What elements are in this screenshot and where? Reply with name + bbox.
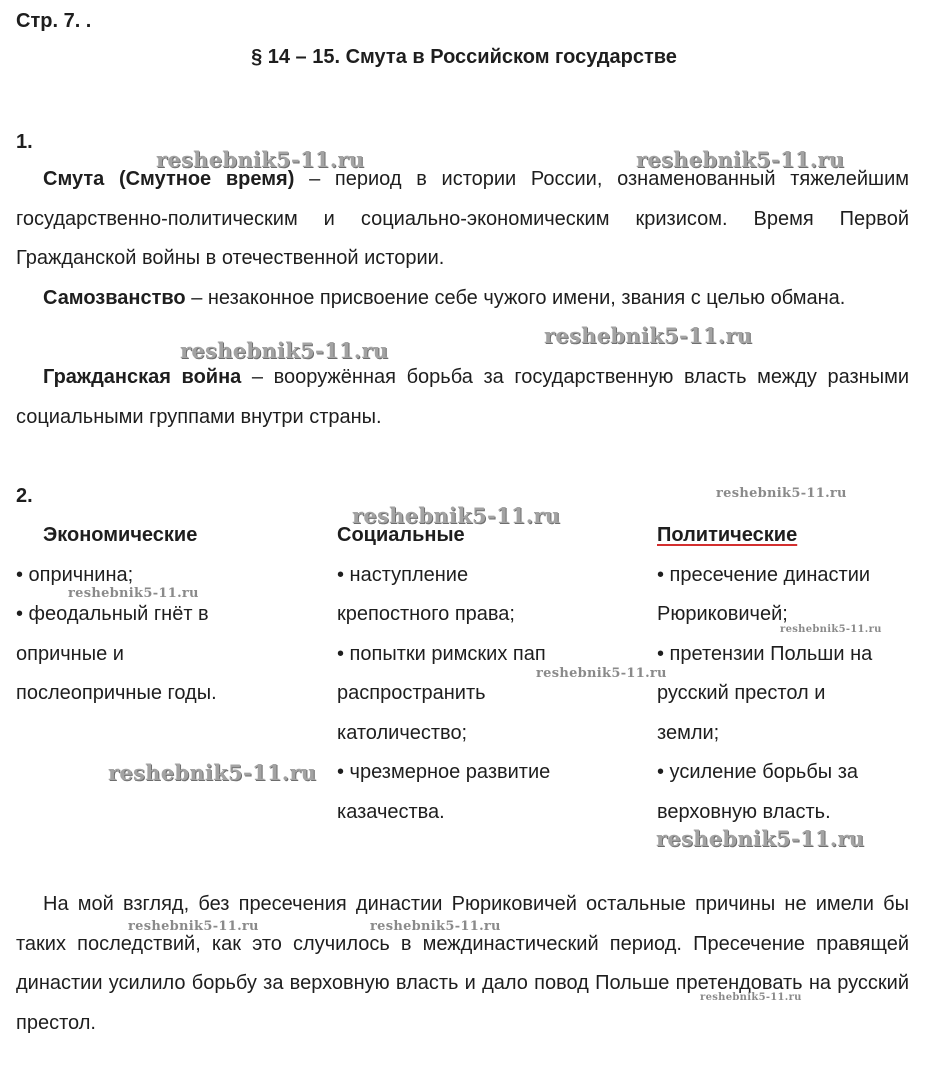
watermark: reshebnik5-11.ru xyxy=(370,919,501,934)
definition-smuta-text: – период в истории России, ознаменованный тяжелейшим государственно-политическим и социально-экономическим кризисом. Время Первой Гражданской войны в отечественной истории. xyxy=(16,168,909,269)
definition-civil-war-text: – вооружённая борьба за государственную власть между разными социальными группами внутри страны. xyxy=(16,366,909,428)
list-item: католичество; xyxy=(337,721,468,744)
task-2-number: 2. xyxy=(16,485,33,507)
section-title: § 14 – 15. Смута в Российском государстве xyxy=(251,46,677,68)
list-item: послеопричные годы. xyxy=(16,682,217,704)
watermark: reshebnik5-11.ru xyxy=(656,826,865,851)
definition-civil-war xyxy=(16,358,909,437)
list-item: казачества. xyxy=(337,800,445,823)
list-item: Рюриковичей; xyxy=(657,603,788,625)
conclusion-paragraph xyxy=(16,885,909,1043)
term-civil-war: Гражданская война xyxy=(43,366,242,388)
conclusion-text: На мой взгляд, без пресечения династии Рюриковичей остальные причины не имели бы таких последствий, как это случилось в междинастический период. Пресечение правящей династии усилило борьбу за верховную власть и дало повод Польше претендовать на русский престол. xyxy=(16,893,909,1034)
list-item: русский престол и xyxy=(657,682,826,704)
watermark: reshebnik5-11.ru xyxy=(716,486,847,501)
watermark: reshebnik5-11.ru xyxy=(536,666,667,681)
watermark: reshebnik5-11.ru xyxy=(352,503,561,528)
list-item: • пресечение династии xyxy=(657,563,871,586)
watermark: reshebnik5-11.ru xyxy=(700,992,802,1003)
list-item: крепостного права; xyxy=(337,603,515,625)
definition-samozvanstvo xyxy=(16,279,909,319)
watermark: reshebnik5-11.ru xyxy=(128,919,259,934)
list-item: • наступление xyxy=(337,563,469,586)
column-political-heading: Политические xyxy=(657,524,798,546)
list-item: • попытки римских пап xyxy=(337,642,546,665)
list-item: земли; xyxy=(657,721,720,744)
list-item: • усиление борьбы за xyxy=(657,761,858,783)
column-social-heading: Социальные xyxy=(337,524,465,546)
term-smuta: Смута (Смутное время) xyxy=(43,168,295,190)
list-item: • чрезмерное развитие xyxy=(337,761,551,783)
watermark: reshebnik5-11.ru xyxy=(156,147,365,172)
column-economic-heading: Экономические xyxy=(43,524,198,546)
list-item: • претензии Польши на xyxy=(657,642,873,665)
page-number: Стр. 7. . xyxy=(16,10,92,32)
column-economic xyxy=(16,516,316,714)
watermark: reshebnik5-11.ru xyxy=(636,147,845,172)
task-1-number: 1. xyxy=(16,131,33,153)
definition-samozvanstvo-text: – незаконное присвоение себе чужого имени, звания с целью обмана. xyxy=(185,287,846,309)
list-item: верховную власть. xyxy=(657,800,831,823)
column-political xyxy=(657,516,917,832)
watermark: reshebnik5-11.ru xyxy=(180,338,389,363)
list-item: • опричнина; xyxy=(16,563,134,586)
definition-smuta xyxy=(16,160,909,279)
watermark: reshebnik5-11.ru xyxy=(68,586,199,601)
list-item: распространить xyxy=(337,682,486,704)
list-item: • феодальный гнёт в xyxy=(16,603,209,625)
watermark: reshebnik5-11.ru xyxy=(544,323,753,348)
watermark: reshebnik5-11.ru xyxy=(108,760,317,785)
term-samozvanstvo: Самозванство xyxy=(43,287,186,309)
watermark: reshebnik5-11.ru xyxy=(780,624,882,635)
list-item: опричные и xyxy=(16,642,124,665)
